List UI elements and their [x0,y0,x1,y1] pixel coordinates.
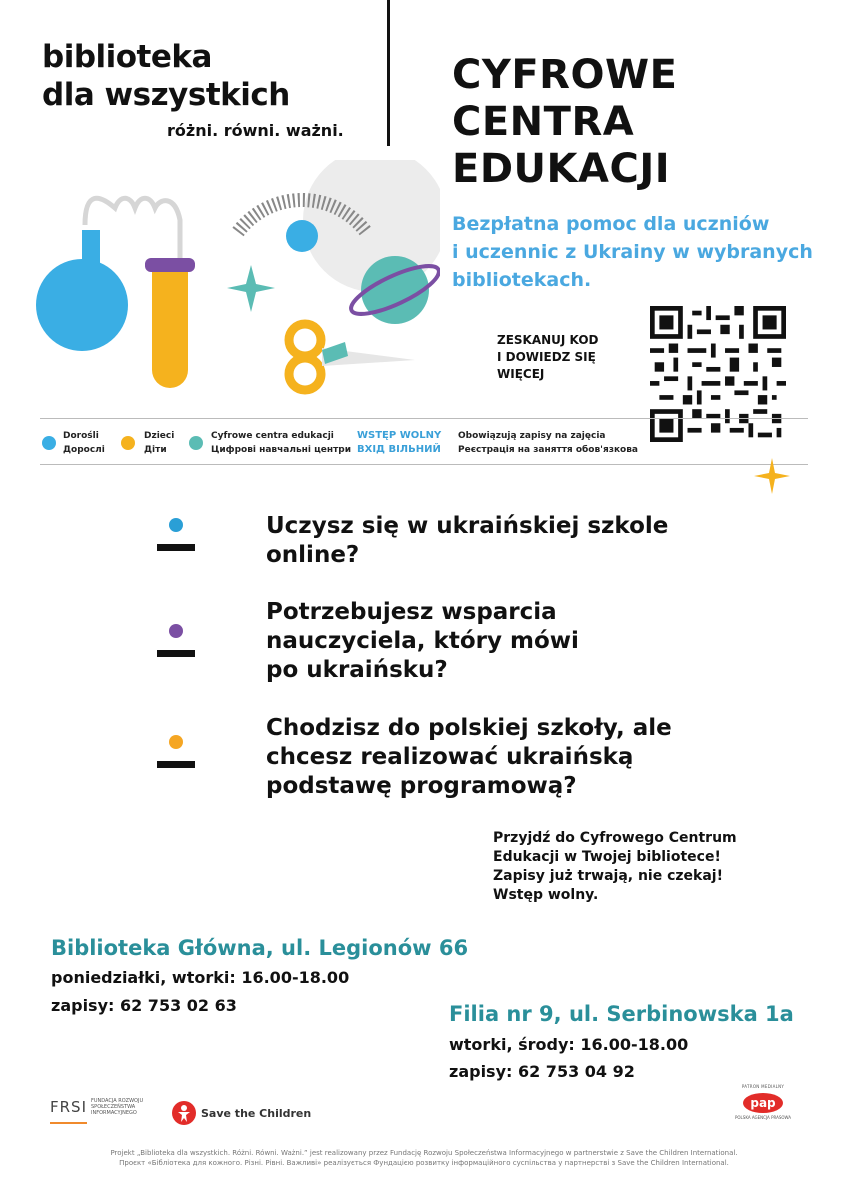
pap-mark: pap [743,1093,783,1113]
legend-children-ua: Діти [144,445,167,455]
question-3-line-3: podstawę programową? [266,773,577,799]
legend-centers-ua: Цифрові навчальні центри [211,445,352,455]
legend-centers-pl: Cyfrowe centra edukacji [211,431,334,441]
patron-label: PATRON MEDIALNY [741,1084,785,1089]
pap-name: POLSKA AGENCJA PRASOWA [734,1115,791,1120]
frsi-mark: FRSI [50,1098,87,1124]
invite-line-4: Wstęp wolny. [493,887,599,903]
legend-free-ua: ВХІД ВІЛЬНИЙ [357,444,441,455]
question-3 [266,714,672,801]
question-2 [266,598,579,685]
question-1-line-1: Uczysz się w ukraińskiej szkole [266,513,669,539]
science-illustration [30,160,440,400]
question-2-line-1: Potrzebujesz wsparcia [266,599,557,625]
legend-item-adults [63,429,105,457]
save-children-logo [172,1101,311,1125]
legend-adults-ua: Дорослі [63,445,105,455]
subtitle-line-2: i uczennic z Ukrainy w wybranych [452,241,813,263]
legend-dot-centers [189,436,203,450]
save-children-icon [172,1101,196,1125]
title-line-1: CYFROWE [452,52,678,98]
question-3-line-1: Chodzisz do polskiej szkoły, ale [266,715,672,741]
legend-registration [458,429,638,457]
legend-free-pl: WSTĘP WOLNY [357,430,442,441]
question-2-line-3: po ukraińsku? [266,657,448,683]
test-tube-cap-shape [145,258,195,272]
legend-adults-pl: Dorośli [63,431,99,441]
invite-line-1: Przyjdź do Cyfrowego Centrum [493,830,737,846]
header-divider [387,0,390,146]
question-2-line-2: nauczyciela, który mówi [266,628,579,654]
save-children-text: Save the Children [201,1106,312,1120]
library-main-hours: poniedziałki, wtorki: 16.00-18.00 [51,968,350,987]
logo-line-1: biblioteka [42,39,212,75]
scan-line-1: ZESKANUJ KOD [497,333,599,347]
library-branch-name: Filia nr 9, ul. Serbinowska 1a [449,1002,794,1026]
subtitle-line-1: Bezpłatna pomoc dla uczniów [452,213,770,235]
flask-icon [36,259,128,351]
invite-line-3: Zapisy już trwają, nie czekaj! [493,868,723,884]
question-1-bar [157,544,195,551]
legend-free-entry [357,429,441,457]
question-2-dot [169,624,183,638]
title-line-3: EDUKACJI [452,146,671,192]
invite-line-2: Edukacji w Twojej bibliotece! [493,849,721,865]
legend-top-rule [40,418,808,419]
invite-text [493,829,737,905]
legend-dot-children [121,436,135,450]
title-line-2: CENTRA [452,99,635,145]
question-3-bar [157,761,195,768]
qr-code[interactable] [650,306,786,442]
question-2-bar [157,650,195,657]
library-branch-hours: wtorki, środy: 16.00-18.00 [449,1035,689,1054]
legend-item-children [144,429,174,457]
frsi-logo [50,1098,149,1124]
scissors-ring-top-shape [289,324,321,356]
eye-pupil-shape [286,220,318,252]
legend-item-centers [211,429,351,457]
question-1 [266,512,668,570]
scan-instruction [497,332,598,383]
page-title [452,52,677,193]
question-3-line-2: chcesz realizować ukraińską [266,744,634,770]
legend-dot-adults [42,436,56,450]
library-main-name: Biblioteka Główna, ul. Legionów 66 [51,936,469,960]
pap-logo [728,1084,798,1120]
test-tube-icon [152,272,188,388]
logo-line-2: dla wszystkich [42,77,290,113]
subtitle-line-3: bibliotekach. [452,269,592,291]
footer-line-pl: Projekt „Biblioteka dla wszystkich. Różni. Równi. Ważni.” jest realizowany przez Fundację Rozwoju Społeczeństwa Informacyjnego w partnerstwie z Save the Children International. [110,1149,738,1157]
yellow-star-icon [754,458,790,494]
logo-tagline: różni. równi. ważni. [167,121,344,140]
library-main-signup[interactable]: zapisy: 62 753 02 63 [51,996,237,1015]
teal-star-icon [227,265,275,312]
scan-line-3: WIĘCEJ [497,367,545,381]
question-3-dot [169,735,183,749]
question-1-line-2: online? [266,542,360,568]
question-1-dot [169,518,183,532]
legend-children-pl: Dzieci [144,431,175,441]
library-branch-signup[interactable]: zapisy: 62 753 04 92 [449,1062,635,1081]
legend-bottom-rule [40,464,808,465]
legend-registration-ua: Реєстрація на заняття обов'язкова [458,445,639,455]
scan-line-2: I DOWIEDZ SIĘ [497,350,596,364]
scissors-ring-bottom-shape [289,358,321,390]
legend-registration-pl: Obowiązują zapisy na zajęcia [458,431,606,441]
footer-line-ua: Проєкт «Бібліотека для кожного. Різні. Рівні. Важливі» реалізується Фундацією розвитку інформаційного суспільства у партнерстві з Save the Children International. [119,1159,729,1167]
frsi-name: FUNDACJA ROZWOJU SPOŁECZEŃSTWA INFORMACYJNEGO [91,1098,144,1116]
subtitle [452,210,813,294]
